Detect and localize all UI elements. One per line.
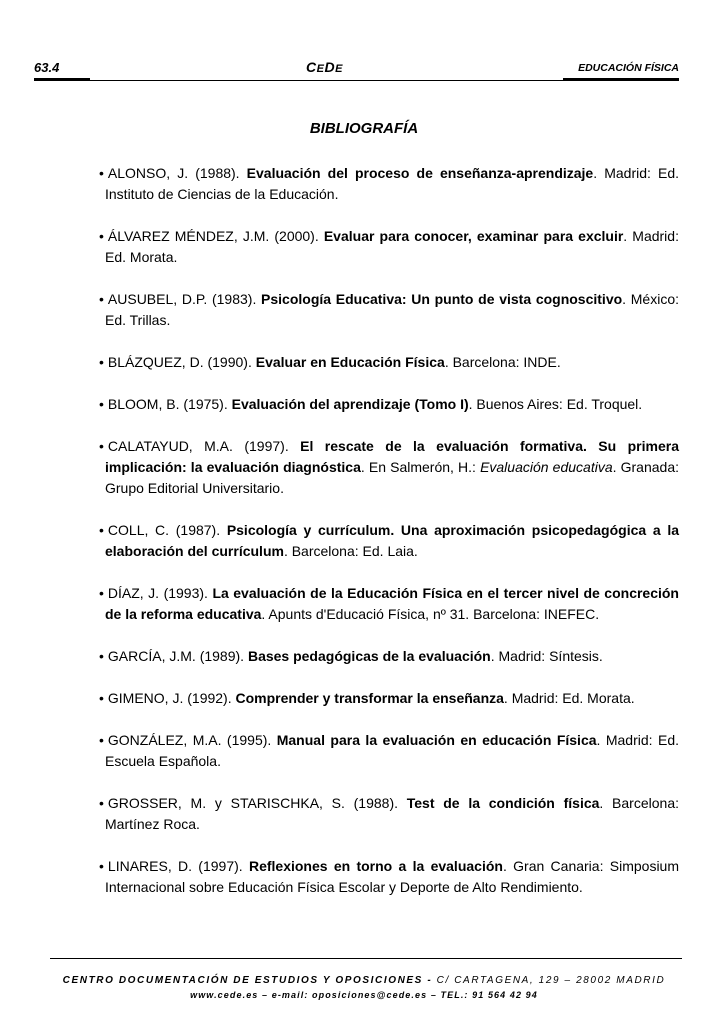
work-title: Evaluación del aprendizaje (Tomo I) — [231, 396, 469, 412]
work-title: Comprender y transformar la enseñanza — [235, 690, 504, 706]
footer-contact: www.cede.es – e-mail: oposiciones@cede.es – TEL.: 91 564 42 94 — [190, 990, 538, 1000]
footer-rule — [50, 958, 682, 959]
work-title: Test de la condición física — [406, 795, 600, 811]
bibliography-entry: • GARCÍA, J.M. (1989). Bases pedagógicas de la evaluación. Madrid: Síntesis. — [99, 648, 603, 664]
bibliography-entry: • BLOOM, B. (1975). Evaluación del aprendizaje (Tomo I). Buenos Aires: Ed. Troquel. — [99, 396, 643, 412]
bibliography-entry: • GONZÁLEZ, M.A. (1995). Manual para la evaluación en educación Física. Madrid: Ed. Escuela Española. — [99, 732, 679, 769]
bibliography-entry: • COLL, C. (1987). Psicología y currículum. Una aproximación psicopedagógica a la elaboración del currículum. Barcelona: Ed. Laia. — [99, 522, 679, 559]
bullet-icon: • — [99, 648, 104, 664]
bullet-icon: • — [99, 396, 104, 412]
header-rule-accent-left — [34, 78, 90, 81]
work-title: Evaluar para conocer, examinar para excluir — [323, 228, 624, 244]
bullet-icon: • — [99, 585, 104, 601]
work-title: Bases pedagógicas de la evaluación — [247, 648, 491, 664]
bibliography-entry: • DÍAZ, J. (1993). La evaluación de la Educación Física en el tercer nivel de concreción de la reforma educativa. Apunts d'Educació Física, nº 31. Barcelona: INEFEC. — [99, 585, 679, 622]
bullet-icon: • — [99, 795, 104, 811]
bullet-icon: • — [99, 165, 104, 181]
bullet-icon: • — [99, 438, 104, 454]
work-title: Psicología y currículum. Una aproximación psicopedagógica a la elaboración del currículum — [105, 522, 679, 559]
bullet-icon: • — [99, 522, 104, 538]
bibliography-entry: • GIMENO, J. (1992). Comprender y transformar la enseñanza. Madrid: Ed. Morata. — [99, 690, 635, 706]
work-title: Reflexiones en torno a la evaluación — [248, 858, 503, 874]
bullet-icon: • — [99, 228, 104, 244]
page-header — [34, 58, 679, 80]
work-title: Manual para la evaluación en educación Física — [276, 732, 597, 748]
work-title: Evaluar en Educación Física — [255, 354, 445, 370]
section-title: BIBLIOGRAFÍA — [309, 120, 419, 137]
bibliography-entry: • AUSUBEL, D.P. (1983). Psicología Educativa: Un punto de vista cognoscitivo. México: Ed. Trillas. — [99, 291, 679, 328]
header-rule-accent-right — [563, 78, 679, 81]
book-title: Evaluación educativa — [480, 459, 613, 475]
bibliography-entry: • CALATAYUD, M.A. (1997). El rescate de la evaluación formativa. Su primera implicación: la evaluación diagnóstica. En Salmerón, H.: Evaluación educativa. Granada: Grupo Editorial Universitario. — [99, 438, 679, 496]
bullet-icon: • — [99, 291, 104, 307]
page-number: 63.4 — [34, 60, 60, 75]
bullet-icon: • — [99, 354, 104, 370]
header-logo-text: CEDE — [306, 59, 343, 75]
bibliography-entry: • ALONSO, J. (1988). Evaluación del proceso de enseñanza-aprendizaje. Madrid: Ed. Instituto de Ciencias de la Educación. — [99, 165, 679, 202]
bibliography-entry: • GROSSER, M. y STARISCHKA, S. (1988). Test de la condición física. Barcelona: Martínez Roca. — [99, 795, 679, 832]
bibliography-entry: • LINARES, D. (1997). Reflexiones en torno a la evaluación. Gran Canaria: Simposium Internacional sobre Educación Física Escolar y Deporte de Alto Rendimiento. — [99, 858, 680, 895]
bullet-icon: • — [99, 858, 104, 874]
work-title: Psicología Educativa: Un punto de vista cognoscitivo — [261, 291, 623, 307]
work-title: El rescate de la evaluación formativa. Su primera implicación: la evaluación diagnóstica — [105, 438, 679, 475]
bibliography-list — [99, 163, 680, 919]
bibliography-entry: • BLÁZQUEZ, D. (1990). Evaluar en Educación Física. Barcelona: INDE. — [99, 354, 561, 370]
footer-address: CENTRO DOCUMENTACIÓN DE ESTUDIOS Y OPOSICIONES - C/ CARTAGENA, 129 – 28002 MADRID — [62, 975, 666, 986]
work-title: La evaluación de la Educación Física en el tercer nivel de concreción de la reforma educativa — [105, 585, 679, 622]
bullet-icon: • — [99, 732, 104, 748]
work-title: Evaluación del proceso de enseñanza-aprendizaje — [246, 165, 594, 181]
bibliography-entry: • ÁLVAREZ MÉNDEZ, J.M. (2000). Evaluar para conocer, examinar para excluir. Madrid: Ed. Morata. — [99, 228, 679, 265]
subject-title: EDUCACIÓN FÍSICA — [578, 62, 679, 74]
bullet-icon: • — [99, 690, 104, 706]
